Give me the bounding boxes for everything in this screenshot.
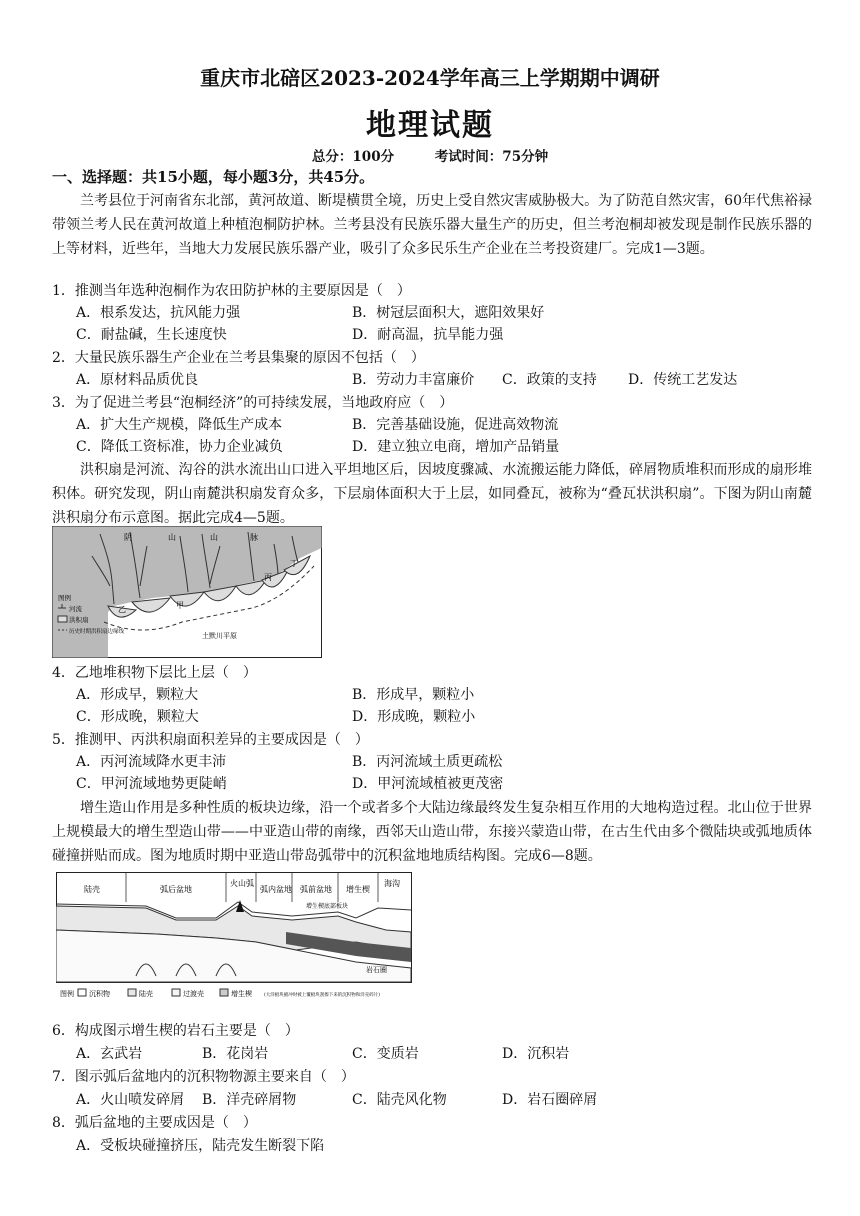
fan-label-bing: 丙 — [264, 573, 272, 582]
label-continental-crust: 陆壳 — [84, 885, 100, 894]
question-5-option-d: D．甲河流域植被更茂密 — [352, 776, 504, 792]
svg-text:过渡壳: 过渡壳 — [183, 990, 204, 998]
plain-label: 土默川平原 — [202, 632, 237, 640]
fan-label-jia: 甲 — [176, 601, 184, 610]
label-volcanic-arc: 火山弧 — [230, 879, 254, 888]
question-7-option-b: B．洋壳碎屑物 — [202, 1092, 297, 1108]
map-label-shan: 山 — [168, 533, 176, 542]
passage-2: 洪积扇是河流、沟谷的洪水流出山口进入平坦地区后，因坡度骤减、水流搬运能力降低，碎屑物质堆积而形成的扇形堆积体。研究发现，阴山南麓洪积扇发育众多，下层扇体面积大于上层，如同叠瓦，被称为“叠瓦状洪积扇”。下图为阴山南麓洪积扇分布示意图。据此完成4—5题。 — [52, 462, 812, 526]
label-fore-arc-basin: 弧前盆地 — [300, 885, 332, 894]
section-legend — [60, 989, 380, 998]
question-3-option-a: A．扩大生产规模，降低生产成本 — [76, 417, 283, 433]
fan-label-ding: 丁 — [290, 559, 298, 568]
geologic-cross-section — [56, 872, 412, 1016]
question-1-option-b: B．树冠层面积大，遮阳效果好 — [352, 305, 545, 321]
question-4-option-d: D．形成晚，颗粒小 — [352, 709, 476, 725]
question-4-stem: 4．乙地堆积物下层比上层（ ） — [52, 665, 257, 681]
passage-3: 增生造山作用是多种性质的板块边缘，沿一个或者多个大陆边缘最终发生复杂相互作用的大地构造过程。北山位于世界上规模最大的增生型造山带——中亚造山带的南缘，西邻天山造山带，东接兴蒙造山带，在古生代由多个微陆块或弧地质体碰撞拼贴而成。图为地质时期中亚造山带岛弧带中的沉积盆地地质结构图。完成6—8题。 — [52, 800, 812, 864]
fan-label-yi: 乙 — [118, 605, 126, 614]
question-5-option-b: B．丙河流域土质更疏松 — [352, 754, 503, 770]
svg-text:历史时期洪积扇边缘线: 历史时期洪积扇边缘线 — [69, 629, 125, 635]
question-2-option-a: A．原材料品质优良 — [76, 372, 199, 388]
question-6-option-a: A．玄武岩 — [76, 1046, 143, 1062]
svg-text:(大洋板块俯冲时被上覆板块刮擦下来的沉积物和洋壳碎片): (大洋板块俯冲时被上覆板块刮擦下来的沉积物和洋壳碎片) — [264, 993, 381, 998]
question-2-option-c: C．政策的支持 — [502, 372, 597, 388]
label-accretionary-wedge: 增生楔 — [346, 885, 370, 894]
exam-title: 重庆市北碚区2023-2024学年高三上学期期中调研 — [200, 66, 660, 90]
question-7-stem: 7．图示弧后盆地内的沉积物物源主要来自（ ） — [52, 1069, 355, 1085]
map-label-shan-2: 山 — [210, 533, 218, 542]
question-1-stem: 1．推测当年选种泡桐作为农田防护林的主要原因是（ ） — [52, 283, 411, 299]
question-2-option-b: B．劳动力丰富廉价 — [352, 372, 475, 388]
question-4-option-b: B．形成早，颗粒小 — [352, 687, 475, 703]
exam-meta — [0, 145, 860, 165]
label-back-arc-basin: 弧后盆地 — [160, 885, 192, 894]
label-intra-arc-basin: 弧内盆地 — [260, 885, 292, 894]
svg-text:图例: 图例 — [58, 594, 71, 602]
label-wedge-base: 增生楔底部板块 — [306, 903, 349, 910]
question-1-option-a: A．根系发达，抗风能力强 — [76, 305, 241, 321]
question-8-option-a: A．受板块碰撞挤压，陆壳发生断裂下陷 — [76, 1138, 325, 1154]
svg-text:陆壳: 陆壳 — [139, 990, 153, 998]
svg-text:河流: 河流 — [69, 605, 82, 613]
question-3-stem: 3．为了促进兰考县“泡桐经济”的可持续发展，当地政府应（ ） — [52, 395, 454, 411]
subject-title: 地理试题 — [366, 108, 494, 143]
section-heading: 一、选择题：共15小题，每小题3分，共45分。 — [52, 168, 375, 186]
question-4-option-a: A．形成早，颗粒大 — [76, 687, 199, 703]
question-5-option-c: C．甲河流域地势更陡峭 — [76, 776, 227, 792]
question-7-option-d: D．岩石圈碎屑 — [502, 1092, 598, 1108]
question-7-option-a: A．火山喷发碎屑 — [76, 1092, 185, 1108]
alluvial-fan-map — [52, 526, 322, 662]
label-lithosphere: 岩石圈 — [366, 966, 387, 974]
label-trench: 海沟 — [384, 879, 400, 888]
question-1-option-c: C．耐盐碱，生长速度快 — [76, 327, 227, 343]
map-label-mai: 脉 — [250, 533, 258, 542]
question-2-option-d: D．传统工艺发达 — [628, 372, 738, 388]
svg-text:沉积物: 沉积物 — [89, 990, 110, 998]
question-1-option-d: D．耐高温，抗旱能力强 — [352, 327, 504, 343]
question-8-stem: 8．弧后盆地的主要成因是（ ） — [52, 1115, 257, 1131]
svg-text:图例: 图例 — [60, 990, 74, 998]
question-6-stem: 6．构成图示增生楔的岩石主要是（ ） — [52, 1023, 299, 1039]
map-label-yin: 阴 — [124, 533, 132, 542]
question-6-option-b: B．花岗岩 — [202, 1046, 269, 1062]
question-6-option-d: D．沉积岩 — [502, 1046, 570, 1062]
svg-text:洪积扇: 洪积扇 — [69, 616, 89, 624]
question-5-option-a: A．丙河流域降水更丰沛 — [76, 754, 227, 770]
question-5-stem: 5．推测甲、丙洪积扇面积差异的主要成因是（ ） — [52, 732, 369, 748]
question-3-option-d: D．建立独立电商，增加产品销量 — [352, 439, 560, 455]
passage-1: 兰考县位于河南省东北部，黄河故道、断堤横贯全境，历史上受自然灾害威胁极大。为了防范自然灾害，60年代焦裕禄带领兰考人民在黄河故道上种植泡桐防护林。兰考县没有民族乐器大量生产的历史，但兰考泡桐却被发现是制作民族乐器的上等材料，近些年，当地大力发展民族乐器产业，吸引了众多民乐生产企业在兰考投资建厂。完成1—3题。 — [52, 193, 812, 257]
question-3-option-c: C．降低工资标准，协力企业减负 — [76, 439, 283, 455]
question-4-option-c: C．形成晚，颗粒大 — [76, 709, 199, 725]
question-2-stem: 2．大量民族乐器生产企业在兰考县集聚的原因不包括（ ） — [52, 350, 425, 366]
question-3-option-b: B．完善基础设施，促进高效物流 — [352, 417, 559, 433]
question-7-option-c: C．陆壳风化物 — [352, 1092, 447, 1108]
total-score: 总分：100分 — [311, 149, 395, 165]
exam-time: 考试时间：75分钟 — [434, 149, 549, 165]
question-6-option-c: C．变质岩 — [352, 1046, 419, 1062]
svg-text:增生楔: 增生楔 — [231, 990, 252, 998]
